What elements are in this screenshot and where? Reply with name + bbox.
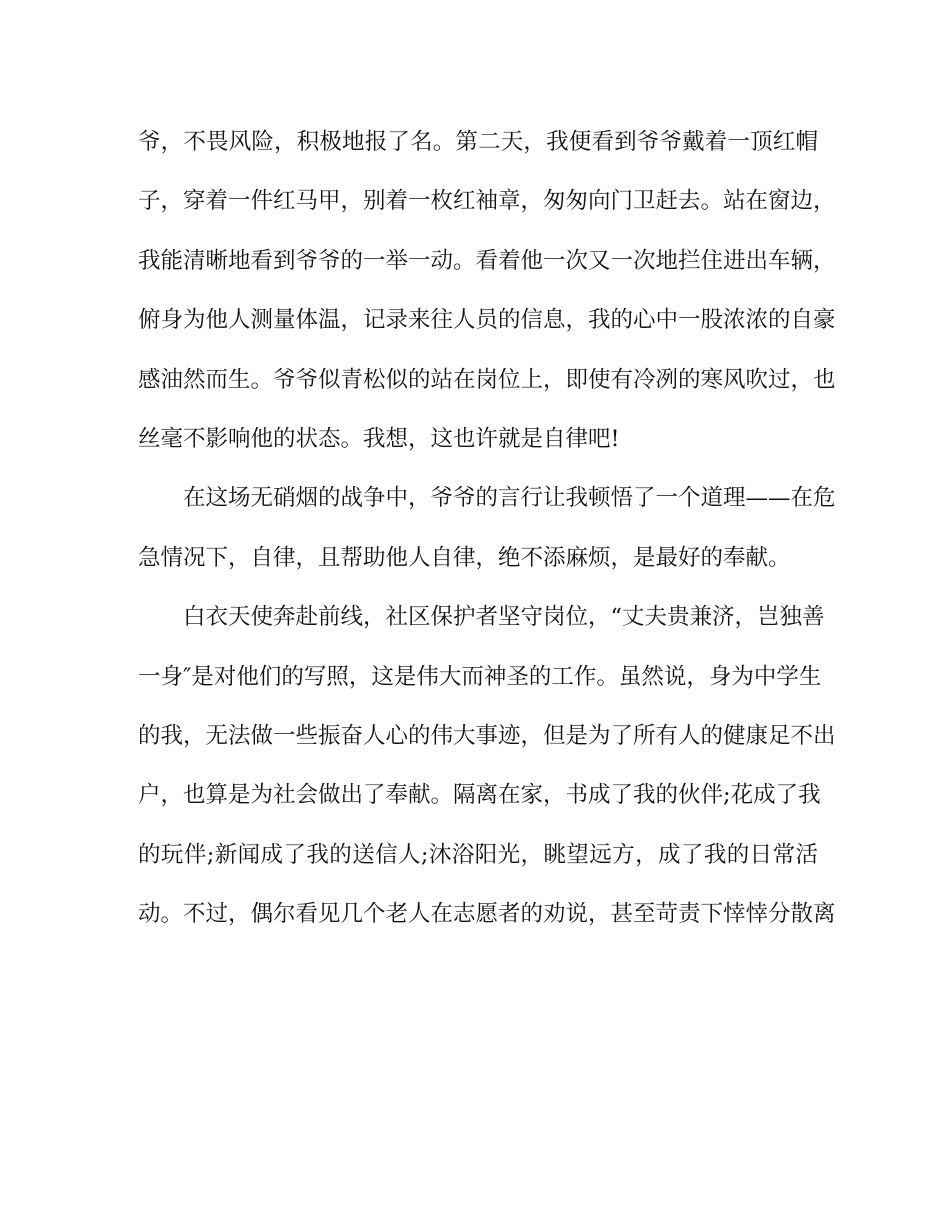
- text-line: 俯身为他人测量体温，记录来往人员的信息，我的心中一股浓浓的自豪: [138, 307, 836, 334]
- text-line: 一身″是对他们的写照，这是伟大而神圣的工作。虽然说，身为中学生: [138, 663, 822, 690]
- text-line: 子，穿着一件红马甲，别着一枚红袖章，匆匆向门卫赶去。站在窗边，: [138, 188, 836, 215]
- text-line: 丝毫不影响他的状态。我想，这也许就是自律吧!: [138, 425, 620, 452]
- text-line: 户，也算是为社会做出了奉献。隔离在家，书成了我的伙伴;花成了我: [138, 782, 821, 809]
- text-line: 爷，不畏风险，积极地报了名。第二天，我便看到爷爷戴着一顶红帽: [138, 129, 818, 155]
- paragraph-start-line: 在这场无硝烟的战争中，爷爷的言行让我顿悟了一个道理——在危: [183, 485, 836, 512]
- text-line: 我能清晰地看到爷爷的一举一动。看着他一次又一次地拦住进出车辆，: [138, 247, 836, 274]
- text-line: 的玩伴;新闻成了我的送信人;沐浴阳光，眺望远方，成了我的日常活: [138, 841, 818, 868]
- text-line: 的我，无法做一些振奋人心的伟大事迹，但是为了所有人的健康足不出: [138, 722, 836, 749]
- paragraph-start-line: 白衣天使奔赴前线，社区保护者坚守岗位，“丈夫贵兼济，岂独善: [183, 604, 825, 631]
- text-line: 急情况下，自律，且帮助他人自律，绝不添麻烦，是最好的奉献。: [138, 544, 791, 571]
- text-line: 动。不过，偶尔看见几个老人在志愿者的劝说，甚至苛责下悻悻分散离: [138, 901, 836, 928]
- body-text: [138, 120, 836, 951]
- text-line: 感油然而生。爷爷似青松似的站在岗位上，即使有冷冽的寒风吹过，也: [138, 366, 836, 393]
